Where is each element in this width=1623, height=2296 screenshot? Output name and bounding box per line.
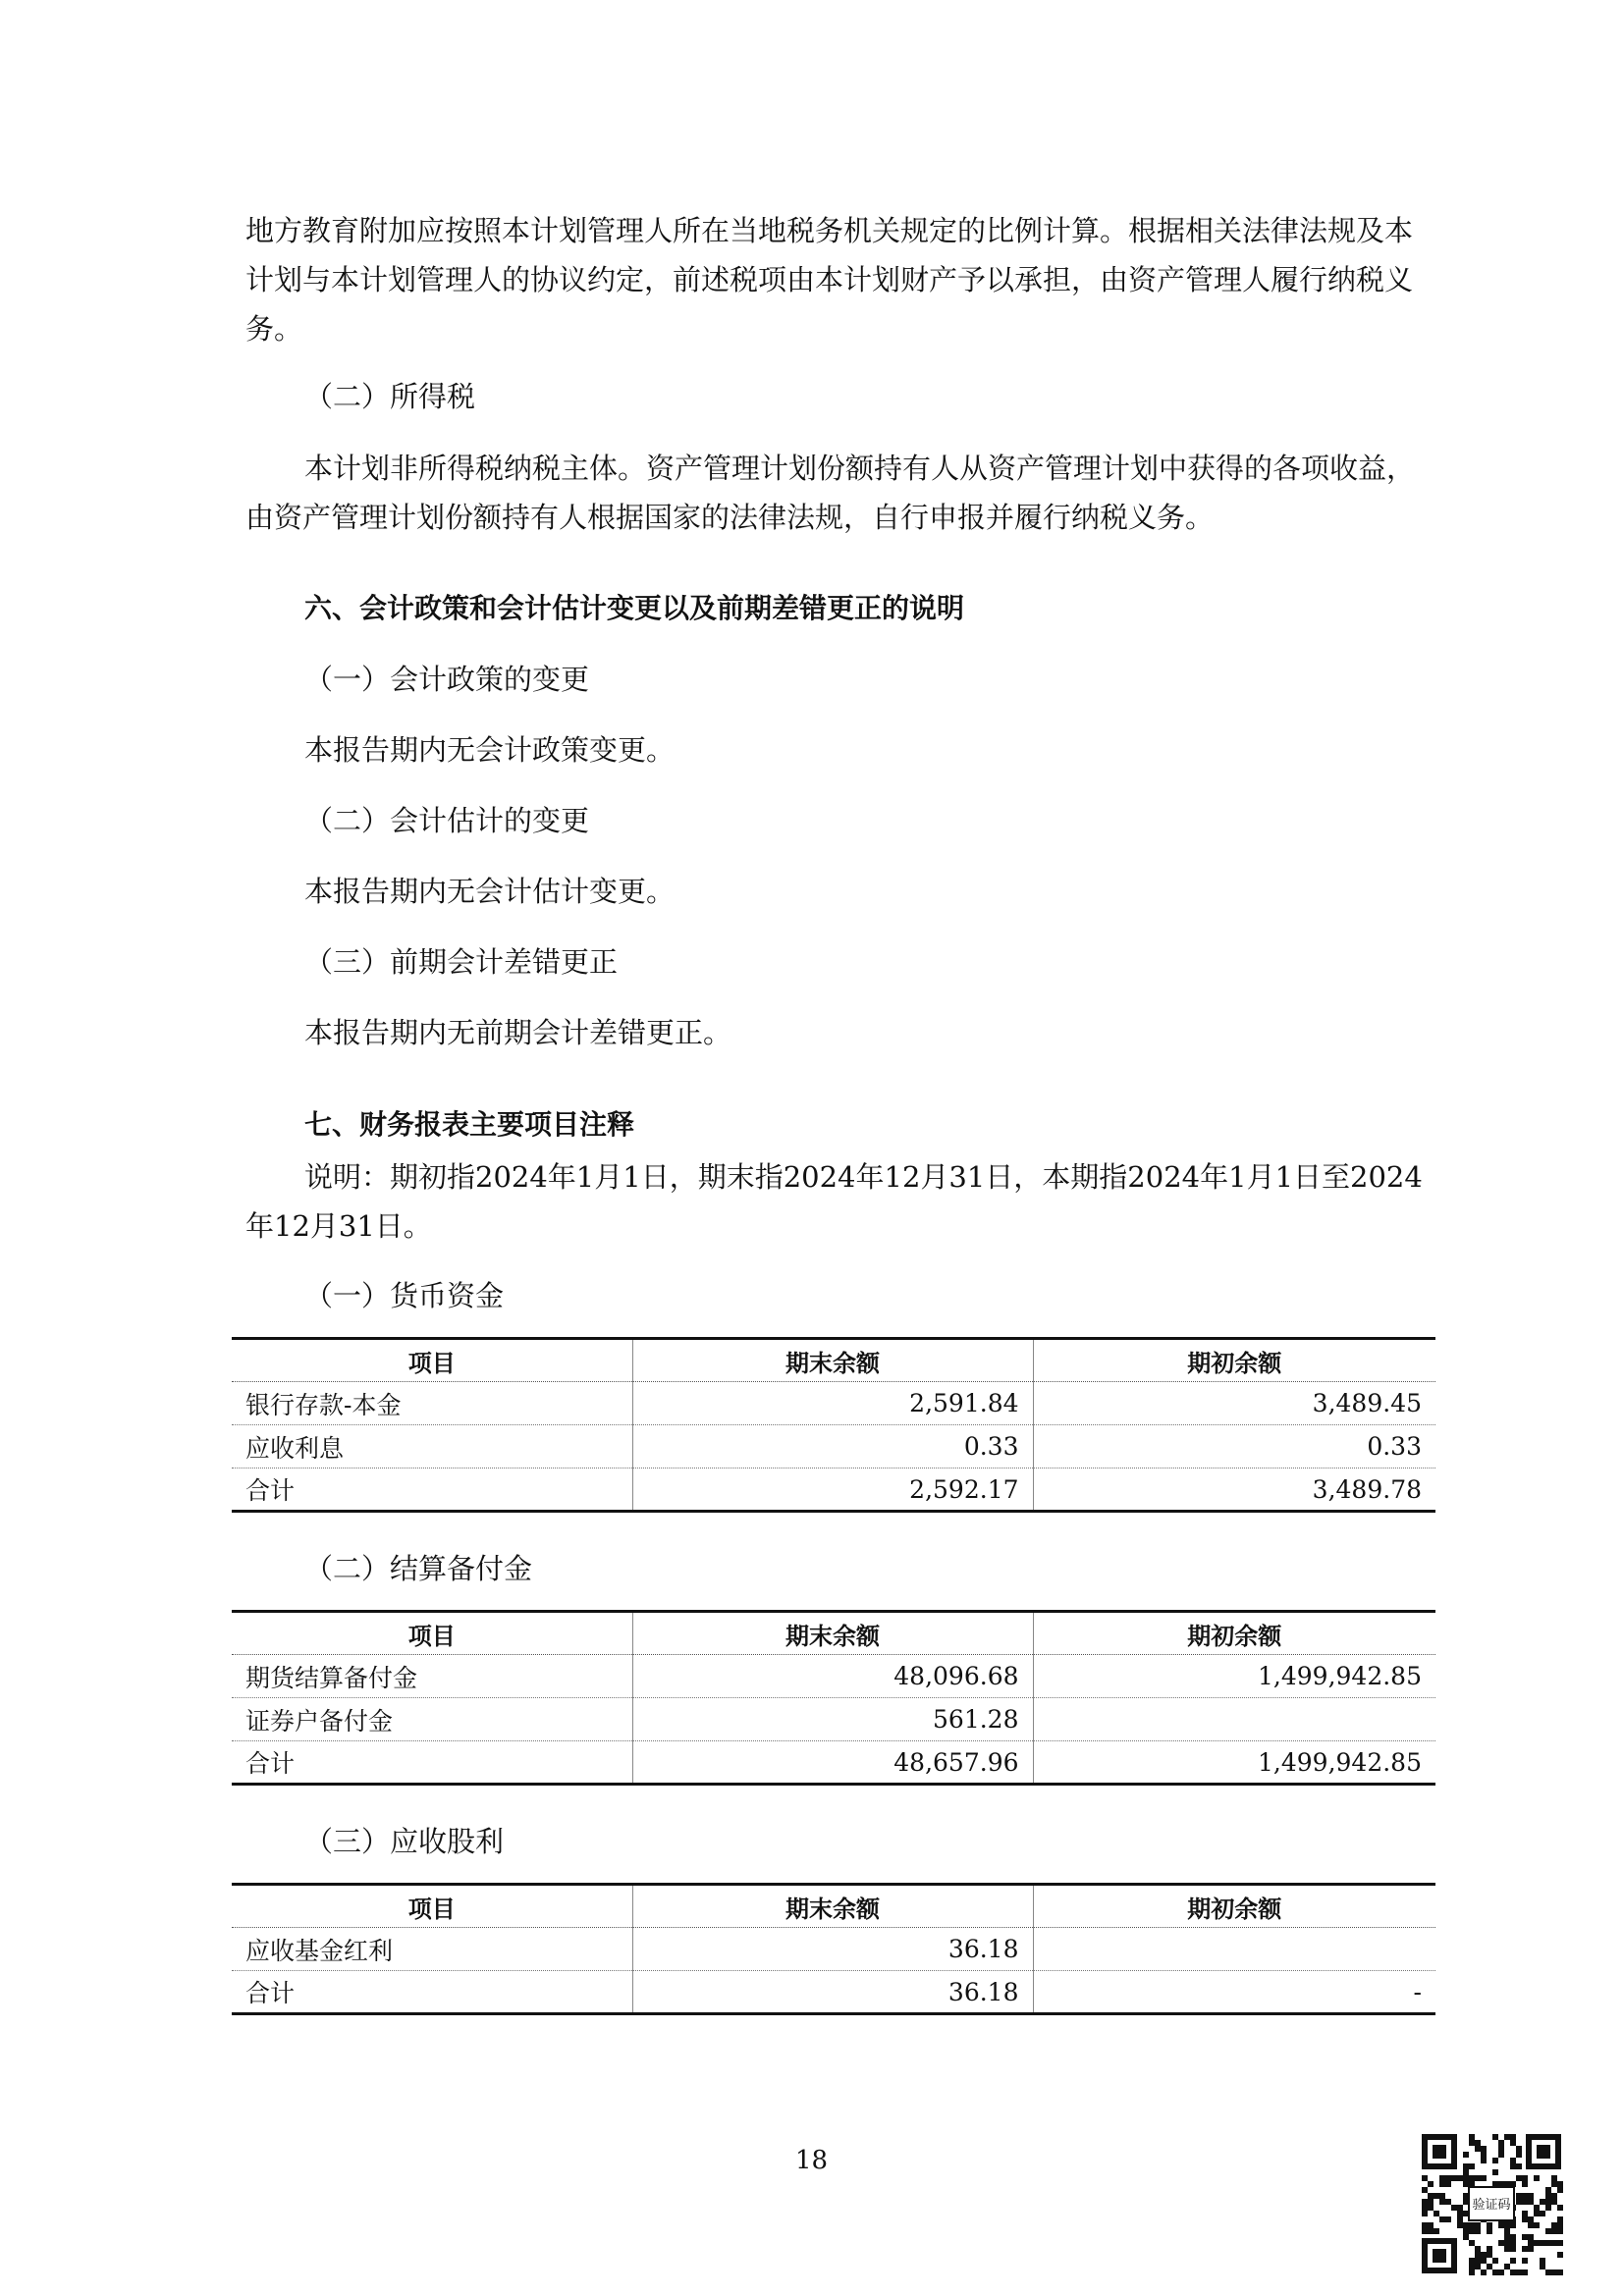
qr-module (1457, 2216, 1463, 2222)
qr-module (1481, 2269, 1487, 2275)
header-ending-balance: 期末余额 (632, 1339, 1033, 1382)
qr-stamp-text: 验证码 (1472, 2198, 1511, 2213)
qr-module (1522, 2181, 1528, 2187)
heading-error-correction: （三）前期会计差错更正 (304, 945, 619, 979)
qr-module (1463, 2228, 1469, 2234)
cell-beginning: - (1033, 1971, 1435, 2014)
qr-module (1498, 2152, 1504, 2158)
qr-module (1516, 2152, 1522, 2158)
table-row (232, 1655, 1435, 1698)
qr-module (1528, 2240, 1534, 2246)
qr-module (1516, 2193, 1522, 2199)
table-title-cash: （一）货币资金 (304, 1279, 505, 1312)
qr-module (1487, 2252, 1492, 2258)
cell-ending: 0.33 (632, 1425, 1033, 1468)
qr-module (1428, 2205, 1434, 2211)
cell-item: 应收利息 (232, 1425, 632, 1468)
qr-module (1510, 2240, 1516, 2246)
qr-module (1540, 2264, 1545, 2269)
qr-module (1510, 2158, 1516, 2163)
qr-module (1487, 2246, 1492, 2252)
qr-module (1469, 2134, 1475, 2140)
header-item: 项目 (232, 1885, 632, 1928)
qr-module (1504, 2234, 1510, 2240)
qr-module (1540, 2240, 1545, 2246)
heading-income-tax: （二）所得税 (304, 380, 476, 413)
qr-module (1498, 2140, 1504, 2146)
qr-module (1428, 2228, 1434, 2234)
qr-module (1434, 2193, 1439, 2199)
qr-module (1528, 2246, 1534, 2252)
qr-module (1492, 2169, 1498, 2175)
text-error-correction: 本报告期内无前期会计差错更正。 (304, 1016, 732, 1049)
qr-module (1422, 2199, 1428, 2205)
qr-module (1504, 2134, 1510, 2140)
qr-module (1504, 2264, 1510, 2269)
qr-module (1534, 2211, 1540, 2216)
qr-module (1516, 2163, 1522, 2169)
qr-module (1528, 2199, 1534, 2205)
qr-module (1481, 2152, 1487, 2158)
qr-module (1481, 2252, 1487, 2258)
qr-module (1522, 2211, 1528, 2216)
qr-module (1551, 2228, 1557, 2234)
qr-module (1434, 2228, 1439, 2234)
qr-module (1457, 2222, 1463, 2228)
qr-module (1481, 2146, 1487, 2152)
qr-module (1463, 2234, 1469, 2240)
qr-module (1510, 2134, 1516, 2140)
qr-module (1557, 2216, 1563, 2222)
table-header-row (232, 1885, 1435, 1928)
header-ending-balance: 期末余额 (632, 1885, 1033, 1928)
qr-module (1551, 2240, 1557, 2246)
qr-module (1469, 2175, 1475, 2181)
qr-module (1504, 2246, 1510, 2252)
text-estimate-change: 本报告期内无会计估计变更。 (304, 875, 676, 908)
qr-module (1545, 2240, 1551, 2246)
qr-module (1510, 2269, 1516, 2275)
table-header-row (232, 1339, 1435, 1382)
table-row (232, 1382, 1435, 1425)
cell-ending: 2,591.84 (632, 1382, 1033, 1425)
qr-module (1504, 2222, 1510, 2228)
qr-module (1469, 2222, 1475, 2228)
qr-module (1445, 2216, 1451, 2222)
cell-ending: 48,657.96 (632, 1741, 1033, 1785)
qr-module (1510, 2140, 1516, 2146)
qr-module (1445, 2175, 1451, 2181)
qr-module (1481, 2258, 1487, 2264)
table-title-dividends: （三）应收股利 (304, 1825, 505, 1858)
qr-module (1469, 2269, 1475, 2275)
cell-beginning (1033, 1928, 1435, 1971)
qr-module (1445, 2181, 1451, 2187)
qr-module (1487, 2228, 1492, 2234)
qr-module (1522, 2258, 1528, 2264)
qr-module (1522, 2216, 1528, 2222)
qr-module (1510, 2234, 1516, 2240)
qr-module (1522, 2234, 1528, 2240)
qr-module (1439, 2181, 1445, 2187)
qr-module (1487, 2222, 1492, 2228)
qr-module (1557, 2222, 1563, 2228)
qr-module (1469, 2240, 1475, 2246)
qr-module (1545, 2199, 1551, 2205)
qr-module (1522, 2199, 1528, 2205)
cell-item: 应收基金红利 (232, 1928, 632, 1971)
qr-module (1428, 2199, 1434, 2205)
table-row (232, 1425, 1435, 1468)
page-number: 18 (794, 2146, 829, 2175)
qr-module (1422, 2228, 1428, 2234)
qr-module (1522, 2193, 1528, 2199)
qr-module (1522, 2246, 1528, 2252)
paragraph-education-surcharge: 地方教育附加应按照本计划管理人所在当地税务机关规定的比例计算。根据相关法律法规及本计划与本计划管理人的协议约定，前述税项由本计划财产予以承担，由资产管理人履行纳税义务。 (245, 214, 1414, 346)
qr-module (1439, 2175, 1445, 2181)
qr-module (1469, 2264, 1475, 2269)
cell-beginning (1033, 1698, 1435, 1741)
qr-module (1534, 2240, 1540, 2246)
qr-module (1551, 2193, 1557, 2199)
qr-module (1487, 2264, 1492, 2269)
text-policy-change: 本报告期内无会计政策变更。 (304, 733, 676, 767)
qr-module (1516, 2146, 1522, 2152)
paragraph-period-definition: 说明：期初指2024年1月1日，期末指2024年12月31日，本期指2024年1月1日至2024年12月31日。 (245, 1160, 1423, 1243)
qr-module (1475, 2246, 1481, 2252)
qr-module (1439, 2193, 1445, 2199)
cell-beginning: 0.33 (1033, 1425, 1435, 1468)
cell-beginning: 1,499,942.85 (1033, 1655, 1435, 1698)
table-total-row (232, 1741, 1435, 1785)
cell-item: 证券户备付金 (232, 1698, 632, 1741)
table-dividends (232, 1883, 1435, 2015)
qr-module (1428, 2222, 1434, 2228)
qr-module (1557, 2205, 1563, 2211)
table-row (232, 1928, 1435, 1971)
qr-module (1463, 2169, 1469, 2175)
qr-module (1551, 2199, 1557, 2205)
qr-module (1528, 2234, 1534, 2240)
qr-module (1481, 2158, 1487, 2163)
qr-module (1445, 2199, 1451, 2205)
qr-module (1528, 2222, 1534, 2228)
qr-module (1492, 2134, 1498, 2140)
qr-module (1475, 2264, 1481, 2269)
qr-module (1545, 2228, 1551, 2234)
header-beginning-balance: 期初余额 (1033, 1339, 1435, 1382)
heading-estimate-change: （二）会计估计的变更 (304, 804, 590, 837)
qr-module (1551, 2269, 1557, 2275)
qr-module (1428, 2181, 1434, 2187)
qr-module (1469, 2163, 1475, 2169)
qr-module (1551, 2222, 1557, 2228)
qr-module (1516, 2269, 1522, 2275)
qr-module (1557, 2187, 1563, 2193)
qr-module (1475, 2222, 1481, 2228)
qr-module (1557, 2252, 1563, 2258)
qr-module (1557, 2181, 1563, 2187)
qr-module (1457, 2211, 1463, 2216)
cell-ending: 561.28 (632, 1698, 1033, 1741)
qr-module (1498, 2222, 1504, 2228)
qr-module (1545, 2193, 1551, 2199)
header-beginning-balance: 期初余额 (1033, 1612, 1435, 1655)
heading-policy-change: （一）会计政策的变更 (304, 663, 590, 696)
header-item: 项目 (232, 1612, 632, 1655)
qr-module (1557, 2228, 1563, 2234)
qr-module (1475, 2252, 1481, 2258)
qr-module (1540, 2258, 1545, 2264)
qr-module (1534, 2175, 1540, 2181)
qr-module (1498, 2240, 1504, 2246)
qr-module (1439, 2199, 1445, 2205)
qr-module (1528, 2193, 1534, 2199)
qr-module (1451, 2175, 1457, 2181)
header-ending-balance: 期末余额 (632, 1612, 1033, 1655)
cell-ending: 36.18 (632, 1928, 1033, 1971)
qr-module (1492, 2158, 1498, 2163)
qr-module (1422, 2211, 1428, 2216)
section-heading-6: 六、会计政策和会计估计变更以及前期差错更正的说明 (304, 592, 965, 624)
qr-module (1475, 2258, 1481, 2264)
table-total-row (232, 1971, 1435, 2014)
cell-ending: 48,096.68 (632, 1655, 1033, 1698)
qr-module (1540, 2199, 1545, 2205)
table-settlement (232, 1610, 1435, 1786)
qr-module (1428, 2193, 1434, 2199)
qr-module (1510, 2222, 1516, 2228)
header-item: 项目 (232, 1339, 632, 1382)
qr-module (1451, 2205, 1457, 2211)
qr-module (1475, 2228, 1481, 2234)
qr-module (1463, 2175, 1469, 2181)
cell-ending: 36.18 (632, 1971, 1033, 2014)
qr-module (1475, 2175, 1481, 2181)
qr-module (1551, 2175, 1557, 2181)
qr-module (1492, 2258, 1498, 2264)
qr-module (1545, 2187, 1551, 2193)
table-row (232, 1698, 1435, 1741)
qr-module (1463, 2163, 1469, 2169)
qr-module (1457, 2175, 1463, 2181)
qr-module (1504, 2228, 1510, 2234)
qr-module (1528, 2216, 1534, 2222)
qr-module (1545, 2269, 1551, 2275)
cell-item: 期货结算备付金 (232, 1655, 632, 1698)
qr-module (1522, 2175, 1528, 2181)
qr-module (1522, 2269, 1528, 2275)
cell-total-label: 合计 (245, 1979, 296, 2007)
qr-module (1475, 2140, 1481, 2146)
qr-module (1469, 2140, 1475, 2146)
section-heading-7: 七、财务报表主要项目注释 (304, 1108, 635, 1141)
cell-total-label: 合计 (245, 1749, 296, 1778)
table-title-settlement: （二）结算备付金 (304, 1552, 533, 1585)
table-total-row (232, 1468, 1435, 1512)
qr-module (1534, 2205, 1540, 2211)
qr-module (1475, 2146, 1481, 2152)
qr-module (1498, 2269, 1504, 2275)
qr-module (1551, 2181, 1557, 2187)
qr-module (1463, 2222, 1469, 2228)
cell-beginning: 3,489.78 (1033, 1468, 1435, 1512)
cell-ending: 2,592.17 (632, 1468, 1033, 1512)
qr-module (1557, 2269, 1563, 2275)
qr-module (1510, 2246, 1516, 2252)
qr-module (1498, 2146, 1504, 2152)
qr-module (1463, 2152, 1469, 2158)
cell-beginning: 3,489.45 (1033, 1382, 1435, 1425)
qr-module (1516, 2199, 1522, 2205)
qr-module (1510, 2258, 1516, 2264)
qr-module (1469, 2258, 1475, 2264)
qr-module (1510, 2163, 1516, 2169)
qr-module (1457, 2205, 1463, 2211)
qr-module (1540, 2211, 1545, 2216)
qr-module (1422, 2175, 1428, 2181)
qr-code-icon (1418, 2130, 1565, 2277)
qr-module (1434, 2211, 1439, 2216)
table-header-row (232, 1612, 1435, 1655)
qr-module (1545, 2205, 1551, 2211)
qr-module (1492, 2269, 1498, 2275)
qr-module (1439, 2216, 1445, 2222)
cell-total-label: 合计 (245, 1476, 296, 1505)
qr-module (1516, 2175, 1522, 2181)
paragraph-income-tax: 本计划非所得税纳税主体。资产管理计划份额持有人从资产管理计划中获得的各项收益，由资产管理计划份额持有人根据国家的法律法规，自行申报并履行纳税义务。 (245, 452, 1416, 534)
header-beginning-balance: 期初余额 (1033, 1885, 1435, 1928)
qr-module (1422, 2222, 1428, 2228)
cell-item: 银行存款-本金 (232, 1382, 632, 1425)
table-cash (232, 1337, 1435, 1513)
qr-module (1469, 2228, 1475, 2234)
qr-module (1422, 2187, 1428, 2193)
qr-module (1504, 2240, 1510, 2246)
qr-module (1534, 2222, 1540, 2228)
qr-module (1422, 2205, 1428, 2211)
cell-beginning: 1,499,942.85 (1033, 1741, 1435, 1785)
qr-module (1557, 2240, 1563, 2246)
qr-module (1481, 2175, 1487, 2181)
